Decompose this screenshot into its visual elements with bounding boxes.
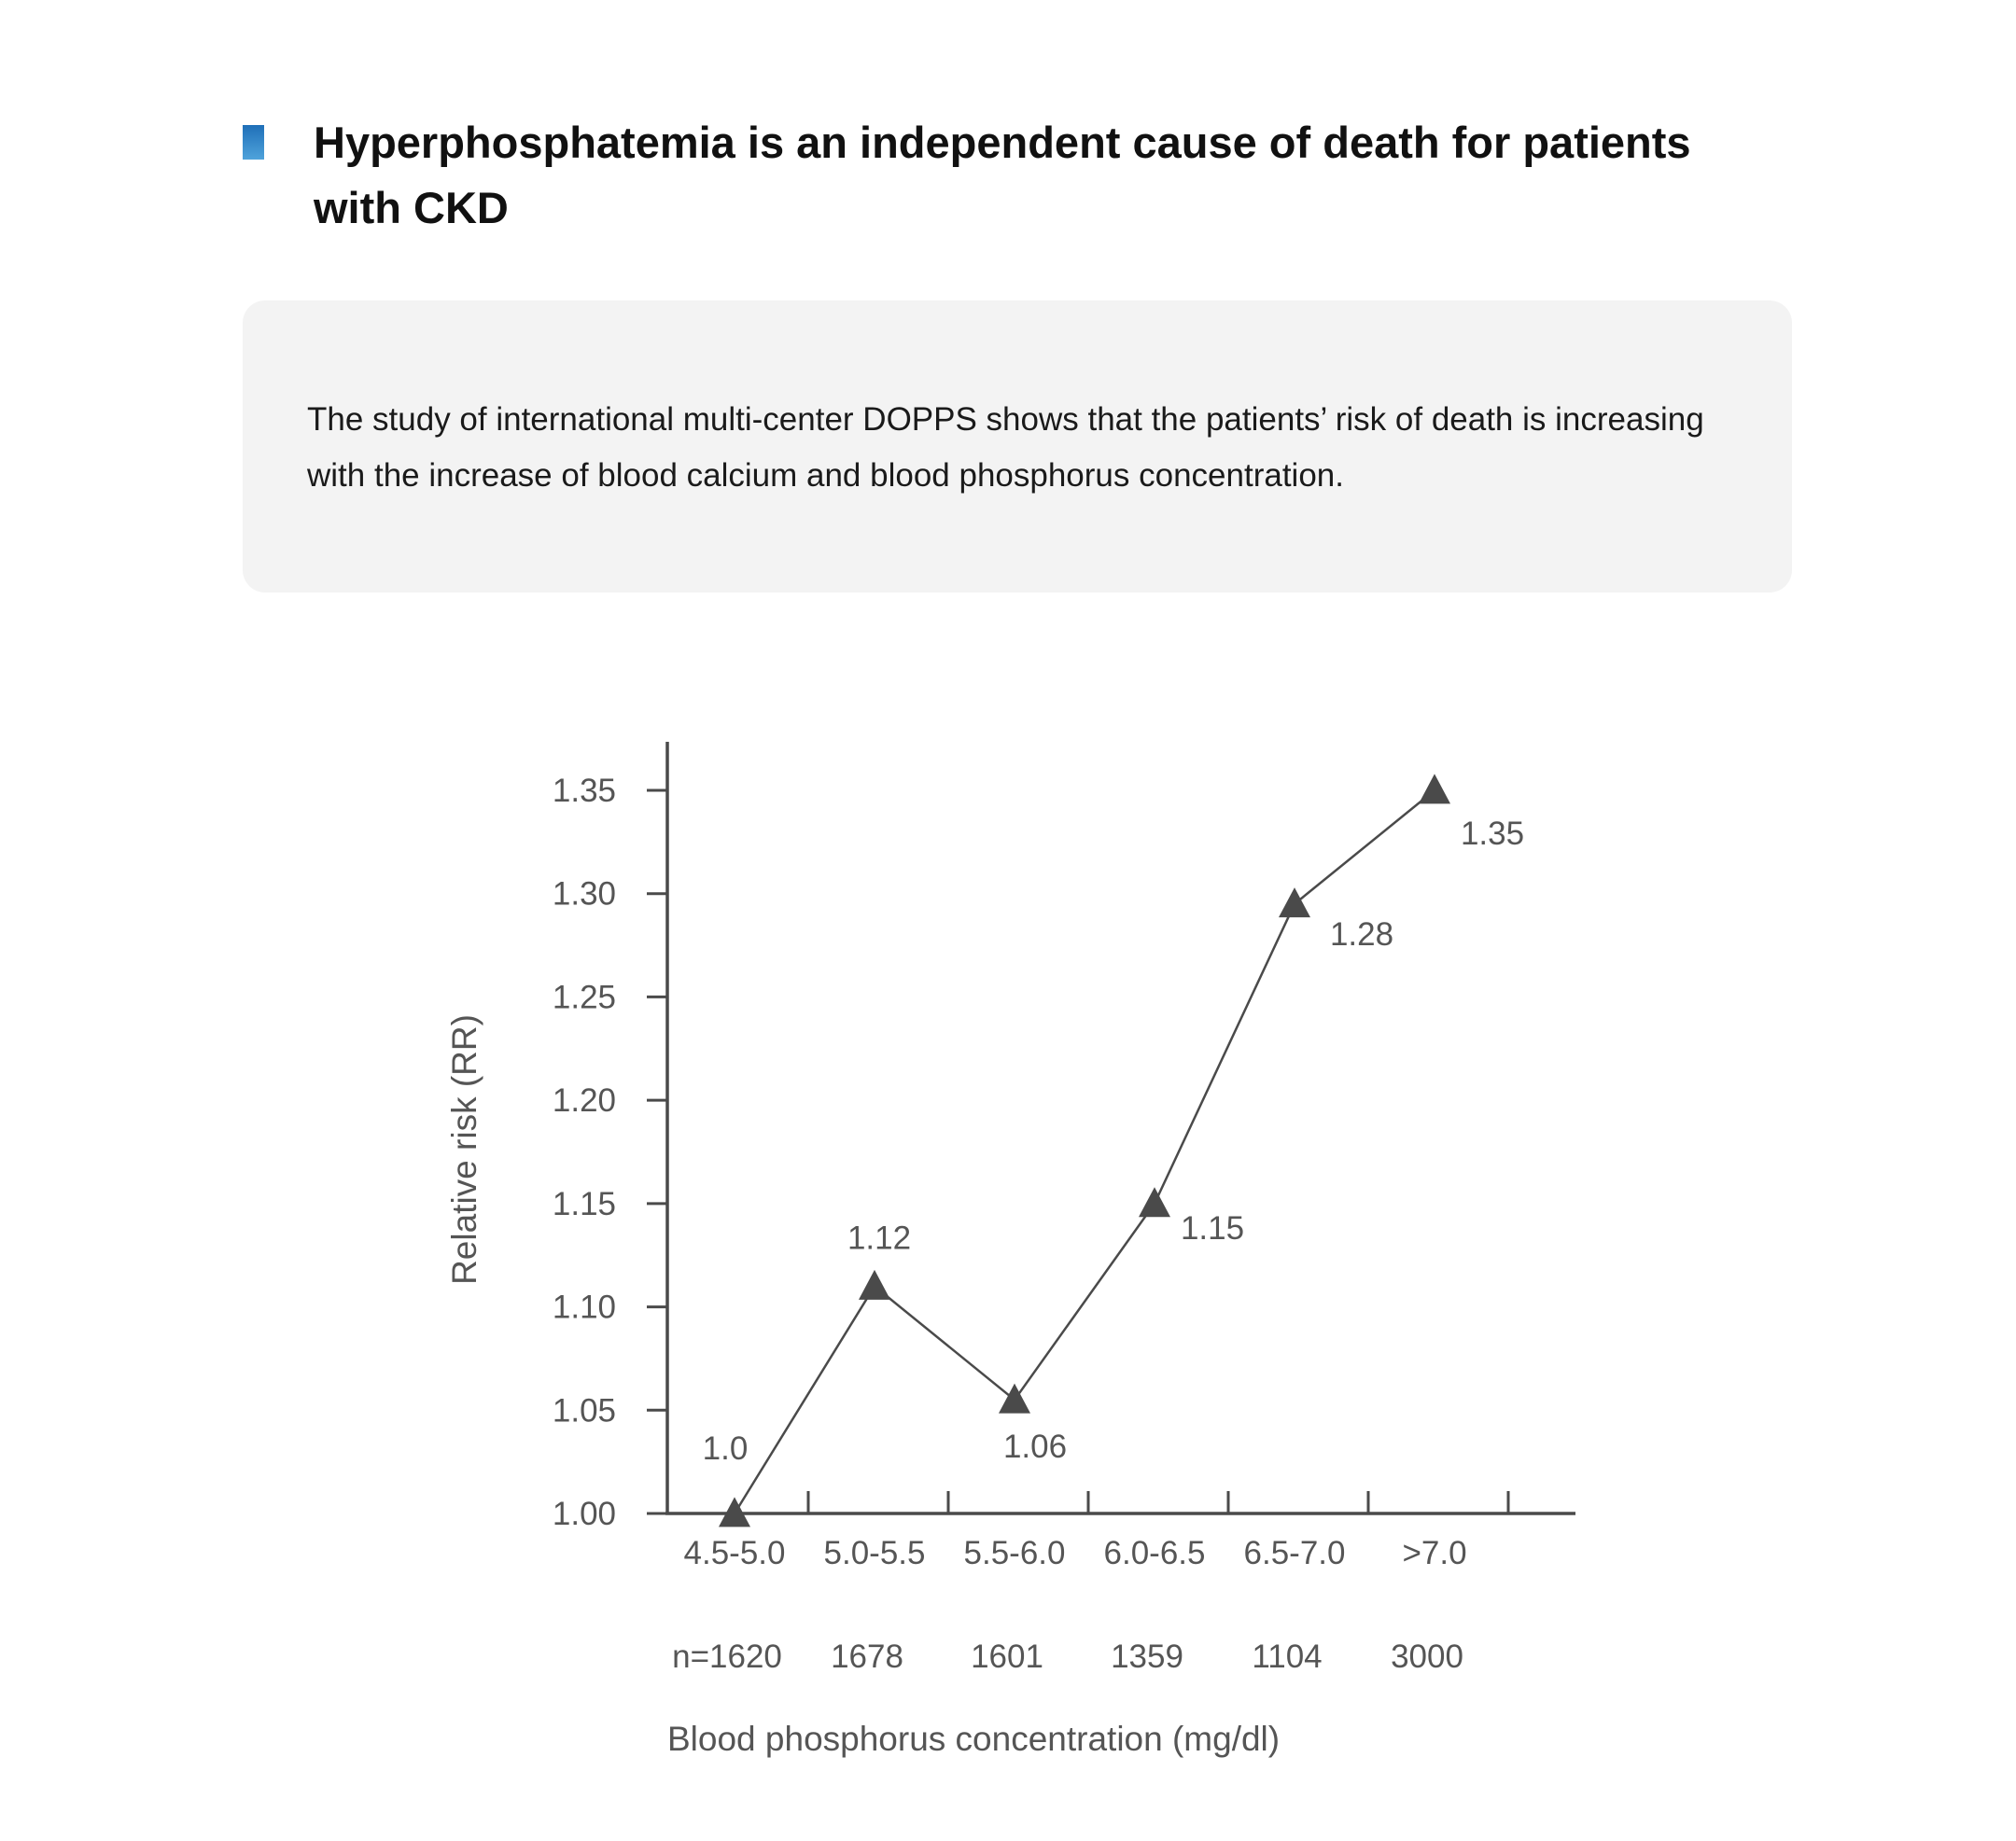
sample-size-label: 1104	[1252, 1639, 1323, 1675]
x-category-label: 4.5-5.0	[683, 1535, 786, 1571]
y-tick-label: 1.00	[552, 1496, 616, 1532]
data-value-label: 1.0	[702, 1430, 749, 1467]
y-tick-label: 1.20	[552, 1082, 616, 1120]
data-point-triangle	[999, 1384, 1030, 1414]
study-note-box	[243, 300, 1792, 593]
y-axis-title: Relative risk (RR)	[445, 1014, 483, 1285]
x-category-label: >7.0	[1402, 1535, 1467, 1571]
page-title: Hyperphosphatemia is an independent cause of death for patients with CKD	[314, 118, 1691, 232]
x-category-label: 6.0-6.5	[1103, 1535, 1206, 1571]
data-point-triangle	[1139, 1187, 1170, 1217]
data-value-label: 1.35	[1460, 816, 1525, 852]
data-point-triangle	[1279, 887, 1310, 917]
y-tick-label: 1.30	[552, 875, 616, 913]
y-tick-label: 1.25	[552, 979, 616, 1016]
data-value-label: 1.15	[1180, 1209, 1245, 1247]
sample-size-label: 1359	[1111, 1639, 1183, 1675]
data-value-label: 1.28	[1329, 915, 1394, 953]
title-accent-marker	[243, 125, 264, 160]
x-category-label: 5.5-6.0	[963, 1535, 1066, 1571]
y-tick-label: 1.05	[552, 1392, 616, 1430]
data-value-label: 1.12	[847, 1220, 912, 1257]
y-tick-label: 1.10	[552, 1289, 616, 1326]
data-point-triangle	[859, 1270, 890, 1300]
study-note-text: The study of international multi-center DOPPS shows that the patients’ risk of death is increasing with the increase of blood calcium and blood phosphorus concentration.	[307, 401, 1704, 494]
risk-series-line	[735, 790, 1435, 1513]
data-value-label: 1.06	[1002, 1429, 1068, 1466]
y-tick-label: 1.35	[552, 773, 616, 809]
y-tick-label: 1.15	[552, 1185, 616, 1222]
data-point-triangle	[1419, 774, 1450, 803]
x-category-label: 5.0-5.5	[823, 1535, 926, 1571]
data-point-triangle	[719, 1497, 750, 1527]
sample-size-label: n=1620	[672, 1639, 782, 1675]
sample-size-label: 1678	[831, 1639, 903, 1675]
sample-size-label: 3000	[1391, 1639, 1463, 1675]
x-category-label: 6.5-7.0	[1243, 1535, 1346, 1571]
x-axis-title: Blood phosphorus concentration (mg/dl)	[667, 1720, 1281, 1758]
sample-size-label: 1601	[971, 1639, 1043, 1675]
